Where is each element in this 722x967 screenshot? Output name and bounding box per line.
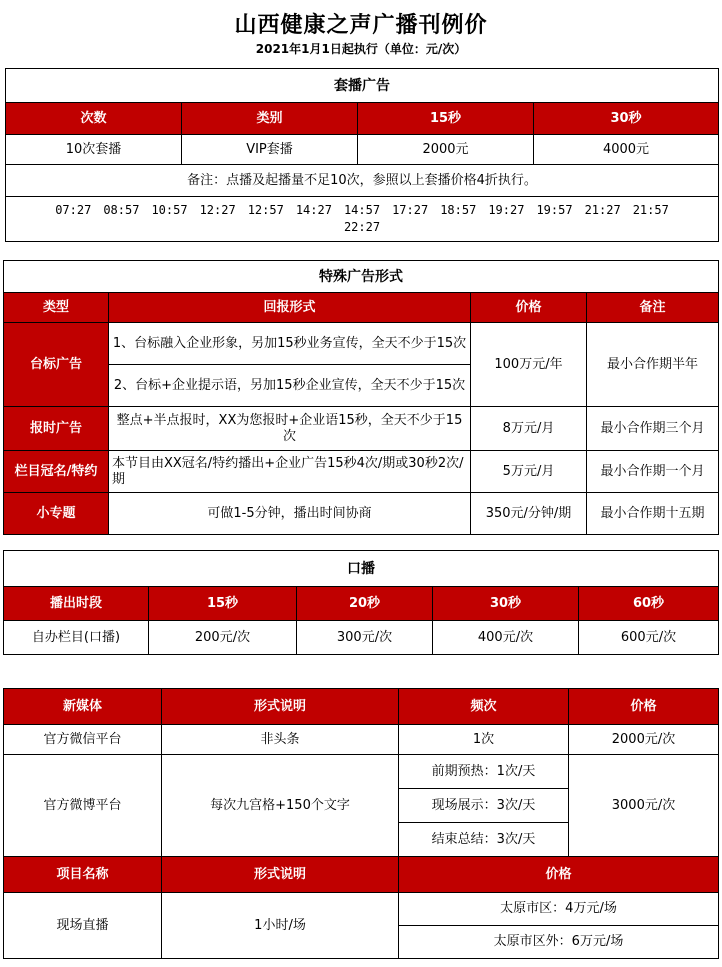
package-time-slots	[6, 197, 719, 242]
time-slot: 22:27	[343, 220, 381, 234]
media-col-form: 形式说明	[162, 689, 399, 725]
package-col-count: 次数	[6, 103, 182, 135]
special-type-naming: 栏目冠名/特约	[4, 451, 109, 493]
oral-price-60s: 600元/次	[579, 621, 719, 655]
live-col-name: 项目名称	[4, 857, 162, 893]
special-note: 最小合作期十五期	[587, 493, 719, 535]
package-title: 套播广告	[6, 69, 719, 103]
oral-col-slot: 播出时段	[4, 587, 149, 621]
live-col-price: 价格	[399, 857, 719, 893]
weibo-freq: 现场展示：3次/天	[399, 789, 569, 823]
time-slot: 10:57	[151, 203, 188, 217]
package-table	[5, 68, 719, 242]
media-col-platform: 新媒体	[4, 689, 162, 725]
special-col-price: 价格	[471, 293, 587, 323]
special-type-topic: 小专题	[4, 493, 109, 535]
oral-col-60s: 60秒	[579, 587, 719, 621]
oral-col-15s: 15秒	[149, 587, 297, 621]
weibo-price: 3000元/次	[569, 755, 719, 857]
oral-price-30s: 400元/次	[433, 621, 579, 655]
time-slot: 17:27	[392, 203, 429, 217]
package-col-type: 类别	[182, 103, 358, 135]
weibo-freq: 结束总结：3次/天	[399, 823, 569, 857]
oral-col-20s: 20秒	[297, 587, 433, 621]
media-col-freq: 频次	[399, 689, 569, 725]
time-slot: 14:57	[343, 203, 381, 217]
wechat-freq: 1次	[399, 725, 569, 755]
special-col-note: 备注	[587, 293, 719, 323]
special-price: 5万元/月	[471, 451, 587, 493]
special-note: 最小合作期一个月	[587, 451, 719, 493]
time-slot: 14:27	[295, 203, 332, 217]
special-form: 本节目由XX冠名/特约播出+企业广告15秒4次/期或30秒2次/期	[109, 451, 471, 493]
time-slot: 21:27	[584, 203, 621, 217]
live-price: 太原市区：4万元/场	[399, 893, 719, 926]
package-note: 备注：点播及起播量不足10次，参照以上套播价格4折执行。	[6, 165, 719, 197]
media-col-price: 价格	[569, 689, 719, 725]
special-note: 最小合作期三个月	[587, 407, 719, 451]
media-table	[3, 688, 719, 959]
time-slot: 07:27	[55, 203, 92, 217]
live-price: 太原市区外：6万元/场	[399, 926, 719, 959]
package-price-15s: 2000元	[358, 135, 534, 165]
time-slot: 12:27	[199, 203, 236, 217]
special-table	[3, 260, 719, 535]
oral-col-30s: 30秒	[433, 587, 579, 621]
special-form: 2、台标+企业提示语，另加15秒企业宣传，全天不少于15次	[109, 365, 471, 407]
package-type: VIP套播	[182, 135, 358, 165]
special-form: 可做1-5分钟，播出时间协商	[109, 493, 471, 535]
special-type-logo: 台标广告	[4, 323, 109, 407]
time-slot: 12:57	[247, 203, 284, 217]
special-type-time: 报时广告	[4, 407, 109, 451]
special-note: 最小合作期半年	[587, 323, 719, 407]
special-col-form: 回报形式	[109, 293, 471, 323]
weibo-form: 每次九宫格+150个文字	[162, 755, 399, 857]
time-slot: 19:57	[536, 203, 573, 217]
special-col-type: 类型	[4, 293, 109, 323]
live-col-form: 形式说明	[162, 857, 399, 893]
package-col-30s: 30秒	[534, 103, 719, 135]
weibo-platform: 官方微博平台	[4, 755, 162, 857]
time-slot: 18:57	[440, 203, 477, 217]
special-price: 350元/分钟/期	[471, 493, 587, 535]
page-subtitle: 2021年1月1日起执行（单位：元/次）	[255, 42, 467, 56]
special-price: 8万元/月	[471, 407, 587, 451]
weibo-freq: 前期预热：1次/天	[399, 755, 569, 789]
time-slot: 19:27	[488, 203, 525, 217]
oral-slot: 自办栏目(口播)	[4, 621, 149, 655]
wechat-price: 2000元/次	[569, 725, 719, 755]
oral-price-15s: 200元/次	[149, 621, 297, 655]
time-slot: 08:57	[103, 203, 140, 217]
package-col-15s: 15秒	[358, 103, 534, 135]
wechat-form: 非头条	[162, 725, 399, 755]
time-slot: 21:57	[632, 203, 669, 217]
wechat-platform: 官方微信平台	[4, 725, 162, 755]
package-price-30s: 4000元	[534, 135, 719, 165]
special-price: 100万元/年	[471, 323, 587, 407]
special-title: 特殊广告形式	[4, 261, 719, 293]
oral-price-20s: 300元/次	[297, 621, 433, 655]
oral-title: 口播	[4, 551, 719, 587]
page-title: 山西健康之声广播刊例价	[234, 13, 488, 38]
special-form: 1、台标融入企业形象，另加15秒业务宣传，全天不少于15次	[109, 323, 471, 365]
oral-table	[3, 550, 719, 655]
special-form: 整点+半点报时，XX为您报时+企业语15秒，全天不少于15次	[109, 407, 471, 451]
package-count: 10次套播	[6, 135, 182, 165]
live-form: 1小时/场	[162, 893, 399, 959]
live-name: 现场直播	[4, 893, 162, 959]
